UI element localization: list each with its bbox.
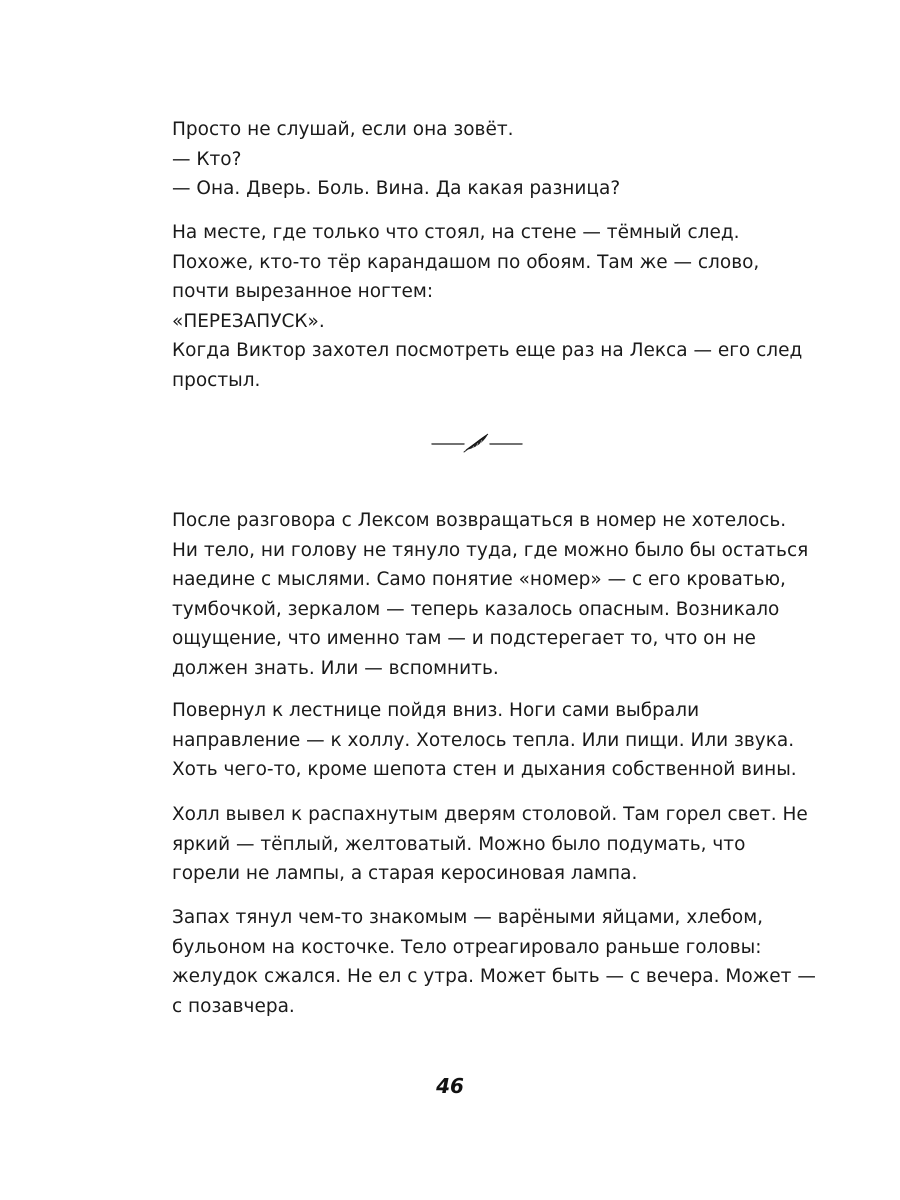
text-line: направление — к холлу. Хотелось тепла. Или пищи. Или звука. bbox=[172, 729, 795, 751]
text-line: горели не лампы, а старая керосиновая лампа. bbox=[172, 863, 638, 884]
text-line: Запах тянул чем-то знакомым — варёными яйцами, хлебом, bbox=[172, 907, 764, 928]
text-line: почти вырезанное ногтем: bbox=[172, 281, 434, 302]
text-line: Похоже, кто-то тёр карандашом по обоям. Там же — слово, bbox=[172, 251, 760, 273]
text-line: тумбочкой, зеркалом — теперь казалось опасным. Возникало bbox=[172, 598, 780, 620]
text-line: наедине с мыслями. Само понятие «номер» — с его кроватью, bbox=[172, 569, 786, 590]
text-line: Хоть чего-то, кроме шепота стен и дыхания собственной вины. bbox=[172, 759, 797, 780]
text-line: Повернул к лестнице пойдя вниз. Ноги сами выбрали bbox=[172, 700, 700, 721]
text-line: должен знать. Или — вспомнить. bbox=[172, 657, 499, 679]
text-line: яркий — тёплый, желтоватый. Можно было подумать, что bbox=[172, 833, 746, 855]
text-line: «ПЕРЕЗАПУСК». bbox=[172, 310, 325, 332]
page-number: 46 bbox=[436, 1074, 464, 1098]
paragraph bbox=[172, 696, 797, 785]
text-line: Просто не слушай, если она зовёт. bbox=[172, 119, 514, 140]
feather-icon bbox=[430, 428, 524, 458]
text-line: — Кто? bbox=[172, 148, 242, 170]
paragraph bbox=[172, 115, 792, 204]
feather-divider bbox=[430, 428, 524, 458]
text-line: бульоном на косточке. Тело отреагировало раньше головы: bbox=[172, 936, 762, 958]
text-line: ощущение, что именно там — и подстерегает то, что он не bbox=[172, 628, 756, 649]
text-line: Холл вывел к распахнутым дверям столовой. Там горел свет. Не bbox=[172, 804, 808, 825]
text-line: После разговора с Лексом возвращаться в номер не хотелось. bbox=[172, 510, 787, 531]
text-line: Ни тело, ни голову не тянуло туда, где можно было бы остаться bbox=[172, 539, 809, 561]
paragraph bbox=[172, 903, 816, 1021]
text-line: — Она. Дверь. Боль. Вина. Да какая разница? bbox=[172, 178, 621, 199]
text-line: с позавчера. bbox=[172, 995, 295, 1017]
text-line: На месте, где только что стоял, на стене — тёмный след. bbox=[172, 222, 740, 243]
paragraph bbox=[172, 218, 803, 395]
paragraph bbox=[172, 800, 808, 889]
paragraph bbox=[172, 506, 809, 683]
text-line: желудок сжался. Не ел с утра. Может быть — с вечера. Может — bbox=[172, 966, 816, 987]
text-line: Когда Виктор захотел посмотреть еще раз на Лекса — его след bbox=[172, 340, 803, 361]
text-line: простыл. bbox=[172, 369, 261, 391]
